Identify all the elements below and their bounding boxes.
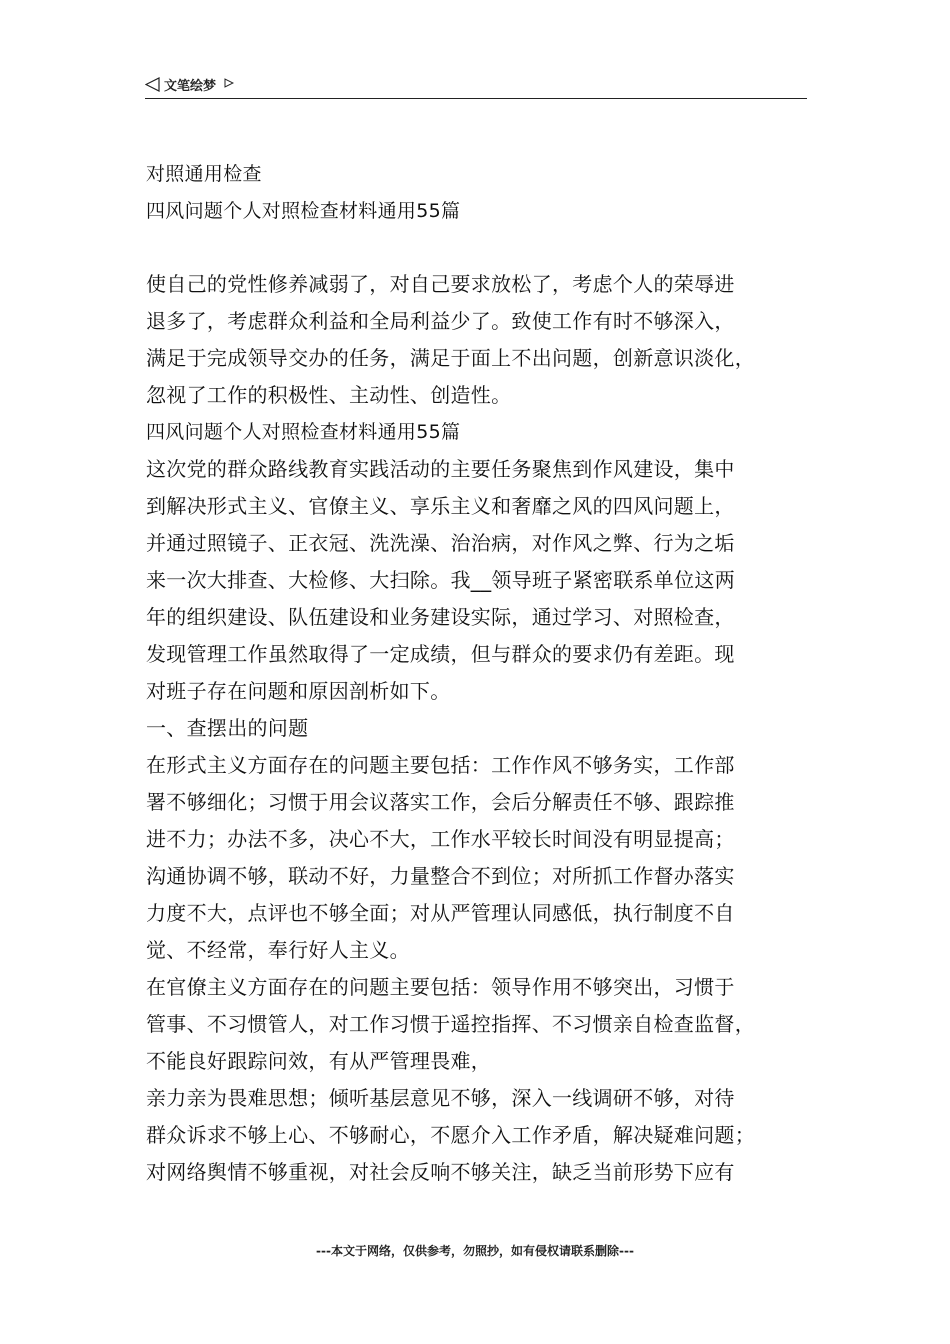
paragraph-line: 在形式主义方面存在的问题主要包括：工作作风不够务实，工作部 [146, 753, 735, 777]
paragraph-line: 对班子存在问题和原因剖析如下。 [146, 679, 451, 703]
paragraph-line: 发现管理工作虽然取得了一定成绩，但与群众的要求仍有差距。现 [146, 642, 735, 666]
doc-title-1: 对照通用检查 [146, 163, 262, 185]
doc-title-2: 四风问题个人对照检查材料通用55篇 [146, 200, 461, 222]
paragraph-line: 使自己的党性修养减弱了，对自己要求放松了，考虑个人的荣辱进 [146, 272, 735, 296]
triangle-right-icon [224, 78, 234, 88]
paragraph-line: 力度不大，点评也不够全面；对从严管理认同感低，执行制度不自 [146, 901, 735, 925]
document-body [146, 156, 816, 1191]
page-header [145, 72, 807, 99]
paragraph-line: 群众诉求不够上心、不够耐心，不愿介入工作矛盾，解决疑难问题； [146, 1123, 755, 1147]
paragraph-line: 管事、不习惯管人，对工作习惯于遥控指挥、不习惯亲自检查监督， [146, 1012, 755, 1036]
paragraph-line: 到解决形式主义、官僚主义、享乐主义和奢靡之风的四风问题上， [146, 494, 735, 518]
paragraph-line: 觉、不经常，奉行好人主义。 [146, 938, 410, 962]
paragraph-line: 退多了，考虑群众利益和全局利益少了。致使工作有时不够深入， [146, 309, 735, 333]
page-footer: ---本文于网络，仅供参考，勿照抄，如有侵权请联系删除--- [316, 1244, 634, 1258]
header-brand-text: 文笔绘梦 [164, 79, 217, 94]
header-brand-group [145, 75, 234, 94]
spacer [146, 230, 816, 266]
paragraph-line: 忽视了工作的积极性、主动性、创造性。 [146, 383, 512, 407]
paragraph-line: 不能良好跟踪问效，有从严管理畏难， [146, 1049, 492, 1073]
paragraph-line: 对网络舆情不够重视，对社会反响不够关注，缺乏当前形势下应有 [146, 1160, 735, 1184]
paragraph-line: 并通过照镜子、正衣冠、洗洗澡、治治病，对作风之弊、行为之垢 [146, 531, 735, 555]
paragraph-line: 亲力亲为畏难思想；倾听基层意见不够，深入一线调研不够，对待 [146, 1086, 735, 1110]
triangle-left-icon [145, 77, 160, 92]
paragraph-2 [146, 451, 816, 710]
paragraph-line: 年的组织建设、队伍建设和业务建设实际，通过学习、对照检查， [146, 605, 735, 629]
section-title: 四风问题个人对照检查材料通用55篇 [146, 421, 461, 443]
paragraph-line: 在官僚主义方面存在的问题主要包括：领导作用不够突出，习惯于 [146, 975, 735, 999]
paragraph-5 [146, 1080, 816, 1191]
paragraph-line: 这次党的群众路线教育实践活动的主要任务聚焦到作风建设，集中 [146, 457, 735, 481]
paragraph-3 [146, 747, 816, 969]
paragraph-4 [146, 969, 816, 1080]
paragraph-line: 进不力；办法不多，决心不大，工作水平较长时间没有明显提高； [146, 827, 735, 851]
paragraph-line: 署不够细化；习惯于用会议落实工作，会后分解责任不够、跟踪推 [146, 790, 735, 814]
paragraph-line: 沟通协调不够，联动不好，力量整合不到位；对所抓工作督办落实 [146, 864, 735, 888]
paragraph-line: 满足于完成领导交办的任务，满足于面上不出问题，创新意识淡化， [146, 346, 755, 370]
paragraph-1 [146, 266, 816, 414]
paragraph-line: 来一次大排查、大检修、大扫除。我__领导班子紧密联系单位这两 [146, 568, 735, 592]
heading-problems: 一、查摆出的问题 [146, 716, 309, 740]
